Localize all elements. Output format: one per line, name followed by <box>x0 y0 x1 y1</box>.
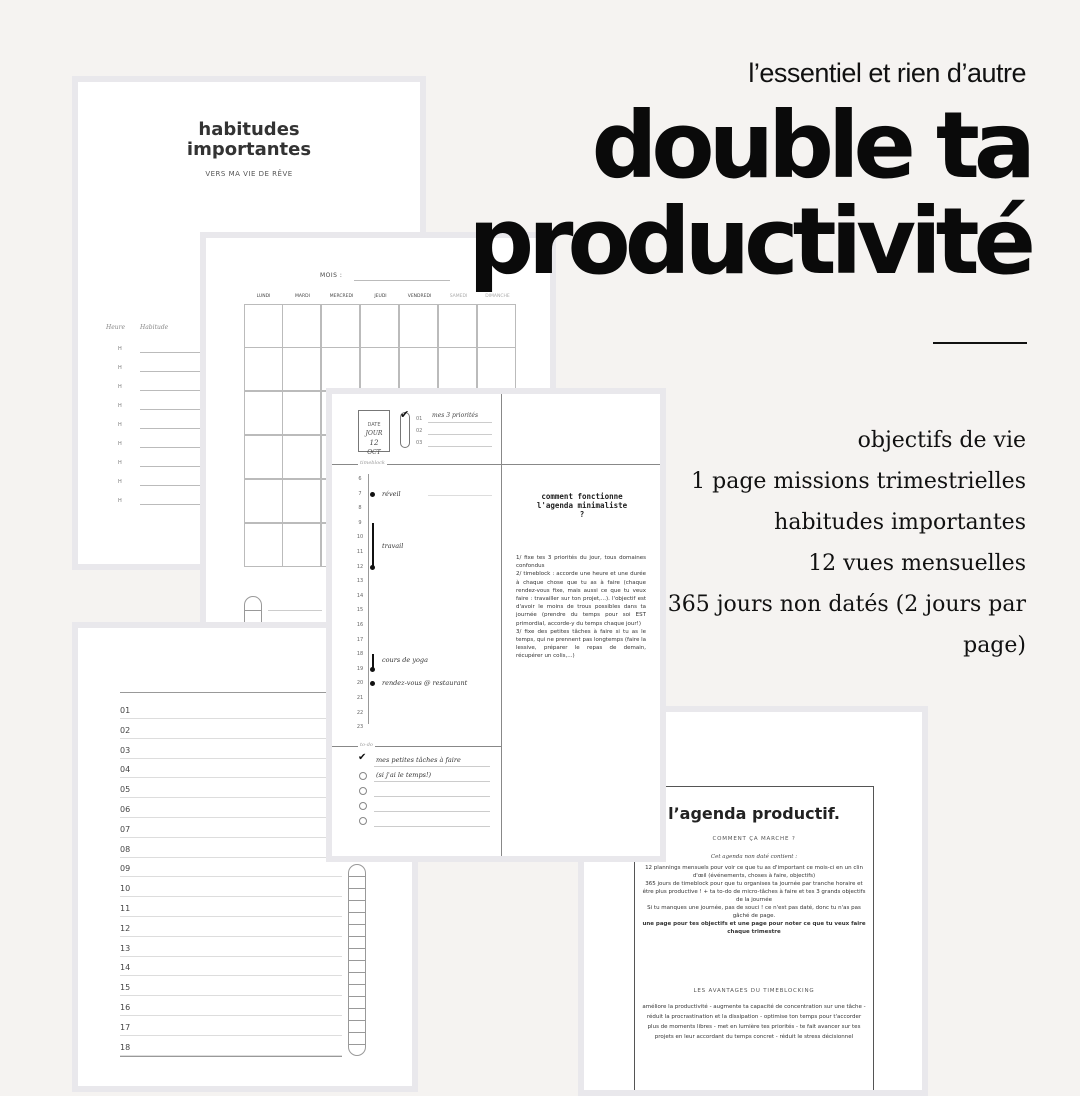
month-cell <box>321 347 360 391</box>
habits-col-heure: Heure <box>106 324 126 331</box>
habit-row-marker: H <box>118 346 122 352</box>
hour-label: 11 <box>356 549 364 555</box>
habit-row-marker: H <box>118 422 122 428</box>
month-cell <box>477 347 516 391</box>
month-cell <box>282 391 321 435</box>
month-cell <box>282 479 321 523</box>
month-cell <box>438 304 477 348</box>
list-row-line <box>120 797 342 798</box>
month-cell <box>282 304 321 348</box>
hour-label: 21 <box>356 695 364 701</box>
todo-item-text: mes petites tâches à faire <box>376 756 461 764</box>
hour-label: 12 <box>356 563 364 570</box>
todo-label: to-do <box>360 742 373 748</box>
list-row-number: 16 <box>120 1003 131 1012</box>
hour-label: 6 <box>358 476 362 482</box>
agenda-paras <box>642 864 866 936</box>
list-row-number: 04 <box>120 765 131 775</box>
agenda-benefits: améliore la productivité - augmente ta capacité de concentration sur une tâche - réduit la procrastination et la dissipation - optimise ton temps pour t'accorder plus de moments libres - met en lumière tes priorités - te fait avancer sur tes projets en leur accordant du temps concret - réduit le stress décisionnel <box>642 1004 866 1040</box>
list-row-line <box>120 916 342 917</box>
list-tracker-row <box>348 912 366 913</box>
list-tracker-row <box>348 900 366 901</box>
month-day-label: DIMANCHE <box>485 294 510 299</box>
agenda-title: l’agenda productif. <box>668 804 840 823</box>
how-title: comment fonctionne l'agenda minimaliste ? <box>536 492 628 519</box>
agenda-para-4: une page pour tes objectifs et une page pour noter ce que tu veux faire chaque trimestre <box>642 921 866 935</box>
month-cell <box>244 304 283 348</box>
list-tracker-row <box>348 936 366 937</box>
headline-line-2: productivité <box>468 188 1030 295</box>
todo-line <box>374 766 490 767</box>
habit-row-marker: H <box>118 384 122 390</box>
list-row-line <box>120 777 342 778</box>
list-tracker-row <box>348 876 366 877</box>
todo-line <box>374 796 490 797</box>
list-row-line <box>120 718 342 719</box>
feature-item: objectifs de vie <box>857 428 1026 453</box>
hour-label: 22 <box>356 709 364 716</box>
month-cell <box>244 347 283 391</box>
todo-line <box>374 811 490 812</box>
month-tracker-line <box>268 610 322 611</box>
list-row-line <box>120 975 342 976</box>
priority-number: 03 <box>416 440 423 446</box>
agenda-para-2: 365 jours de timeblock pour que tu organises ta journée par tranche horaire et être plus productive ! + ta to-do de micro-tâches à faire et tes 3 grands objectifs de la journée <box>642 881 866 903</box>
todo-circle <box>359 772 367 780</box>
month-cell <box>399 347 438 391</box>
feature-item: 1 page missions trimestrielles <box>691 469 1026 494</box>
event-label: travail <box>382 541 404 550</box>
list-tracker-row <box>348 948 366 949</box>
todo-circle <box>359 817 367 825</box>
month-tracker-row <box>244 610 262 611</box>
list-bottom-line <box>120 1056 342 1057</box>
agenda-para-3: Si tu manques une journée, pas de souci ! ce n'est pas daté, donc tu n'as pas gâché de page. <box>647 905 861 919</box>
list-row-line <box>120 936 342 937</box>
hour-label: 17 <box>356 636 364 643</box>
priority-line <box>428 422 492 423</box>
month-cell <box>244 435 283 479</box>
list-tracker-row <box>348 984 366 985</box>
date-box: DATE JOUR 12 OCT <box>358 410 390 452</box>
event-label: réveil <box>382 489 401 498</box>
month-day-label: MARDI <box>295 294 310 299</box>
month-label: MOIS : <box>320 272 343 279</box>
month-day-label: JEUDI <box>374 294 387 299</box>
habit-row-marker: H <box>118 403 122 409</box>
list-row-number: 02 <box>120 725 131 735</box>
list-tracker-row <box>348 924 366 925</box>
month-day-label: VENDREDI <box>407 294 432 299</box>
list-row-line <box>120 1015 342 1016</box>
hour-label: 13 <box>356 578 364 585</box>
month-day-label: LUNDI <box>256 294 271 299</box>
list-row-number: 13 <box>120 943 131 953</box>
agenda-how-heading: COMMENT ÇA MARCHE ? <box>712 836 796 842</box>
how-step-3: 3/ fixe des petites tâches à faire si tu as le temps, qui ne prennent pas longtemps (faire la lessive, préparer le repas de demain, récupérer un colis,...) <box>516 628 646 660</box>
habit-row-marker: H <box>118 498 122 504</box>
list-tracker-row <box>348 888 366 889</box>
how-step-1: 1/ fixe tes 3 priorités du jour, tous domaines confondus <box>516 555 646 570</box>
list-row-number: 06 <box>120 805 131 814</box>
month-cell <box>477 304 516 348</box>
feature-item: 365 jours non datés (2 jours par page) <box>667 592 1026 658</box>
divider-rule <box>933 342 1027 344</box>
list-tracker-row <box>348 1020 366 1021</box>
month-cell <box>438 347 477 391</box>
hour-label: 9 <box>358 519 362 526</box>
habit-row-marker: H <box>118 365 122 371</box>
priority-line <box>428 446 492 447</box>
month-cell <box>282 523 321 567</box>
month-cell <box>244 391 283 435</box>
todo-line <box>374 781 490 782</box>
list-row-line <box>120 857 342 858</box>
list-tracker-row <box>348 1044 366 1045</box>
hour-label: 16 <box>356 622 364 628</box>
feature-item: habitudes importantes <box>774 510 1026 535</box>
feature-list <box>646 420 1026 666</box>
list-row-line <box>120 956 342 957</box>
list-top-line <box>120 692 342 693</box>
hour-label: 18 <box>356 651 364 658</box>
agenda-frame <box>634 786 874 1096</box>
timeblock-axis <box>368 474 369 724</box>
list-row-line <box>120 738 342 739</box>
timeblock-label: timeblock <box>360 460 385 466</box>
habit-row-marker: H <box>118 460 122 466</box>
list-row-line <box>120 995 342 996</box>
list-tracker-row <box>348 1032 366 1033</box>
list-tracker-row <box>348 1008 366 1009</box>
day-page <box>326 388 666 862</box>
month-cell <box>360 304 399 348</box>
hour-label: 15 <box>356 607 364 614</box>
month-cell <box>244 523 283 567</box>
event-dot <box>370 565 375 570</box>
todo-circle <box>359 802 367 810</box>
todo-check-icon: ✔ <box>358 752 367 763</box>
priority-number: 02 <box>416 428 423 434</box>
list-row-line <box>120 837 342 838</box>
hour-label: 8 <box>358 505 362 512</box>
priorities-label: mes 3 priorités <box>432 412 479 419</box>
priority-check-icon: ✔ <box>400 408 410 421</box>
list-row-line <box>120 876 342 877</box>
list-row-line <box>120 817 342 818</box>
list-row-number: 03 <box>120 745 131 755</box>
list-row-number: 15 <box>120 983 131 993</box>
list-row-line <box>120 758 342 759</box>
habit-row-marker: H <box>118 441 122 447</box>
how-step-2: 2/ timeblock : accorde une heure et une durée à chaque chose que tu as à faire (chaque rendez-vous fixe, mais aussi ce que tu veux faire : travailler sur ton projet,...). l'objectif est d'avoir le moins de trous possibles dans ta journée (prendre du temps pour soi EST primordial, accorde-y du temps chaque jour!) <box>516 571 646 627</box>
list-row-number: 11 <box>120 904 131 913</box>
priority-number: 01 <box>416 416 423 422</box>
priority-line <box>428 434 492 435</box>
event-dot <box>370 492 375 497</box>
hour-label: 20 <box>356 680 364 687</box>
timeblock-top-line <box>428 495 492 496</box>
agenda-benefits-heading: LES AVANTAGES DU TIMEBLOCKING <box>693 988 815 994</box>
month-cell <box>399 304 438 348</box>
list-row-line <box>120 896 342 897</box>
list-tracker-row <box>348 960 366 961</box>
habits-subtitle: VERS MA VIE DE RÊVE <box>205 170 293 178</box>
hour-label: 19 <box>356 665 364 672</box>
todo-line <box>374 826 490 827</box>
hour-label: 10 <box>356 534 364 541</box>
tagline: l’essentiel et rien d’autre <box>748 58 1026 88</box>
month-cell <box>321 304 360 348</box>
hour-label: 23 <box>356 724 364 731</box>
month-day-label: MERCREDI <box>329 294 354 299</box>
agenda-intro: Cet agenda non daté contient : <box>710 854 798 860</box>
list-row-number: 08 <box>120 844 131 854</box>
month-day-label: SAMEDI <box>449 294 468 299</box>
list-row-number: 17 <box>120 1022 131 1032</box>
month-cell <box>244 479 283 523</box>
event-label: cours de yoga <box>382 655 428 664</box>
event-bar <box>372 523 374 567</box>
habits-title: habitudes importantes <box>186 119 312 160</box>
list-row-number: 14 <box>120 963 131 973</box>
list-tracker-row <box>348 972 366 973</box>
hour-label: 14 <box>356 592 364 599</box>
headline <box>468 92 1030 295</box>
list-row-number: 09 <box>120 864 131 874</box>
list-row-number: 10 <box>120 884 131 894</box>
list-row-line <box>120 1035 342 1036</box>
habit-row-marker: H <box>118 479 122 485</box>
todo-item-text: (si j'ai le temps!) <box>376 771 432 779</box>
list-row-number: 05 <box>120 785 131 795</box>
event-label: rendez-vous @ restaurant <box>382 678 468 687</box>
list-row-number: 12 <box>120 923 131 933</box>
how-text <box>516 554 646 661</box>
list-row-number: 18 <box>120 1042 131 1052</box>
feature-item: 12 vues mensuelles <box>808 551 1026 576</box>
headline-line-1: double ta <box>591 92 1030 199</box>
list-row-number: 07 <box>120 824 131 834</box>
month-cell <box>282 347 321 391</box>
month-label-line <box>354 280 450 281</box>
agenda-para-1: 12 plannings mensuels pour voir ce que tu as d'important ce mois-ci en un clin d'œil (événements, choses à faire, objectifs) <box>645 865 863 879</box>
month-cell <box>282 435 321 479</box>
hour-label: 7 <box>358 490 362 497</box>
todo-circle <box>359 787 367 795</box>
month-cell <box>360 347 399 391</box>
habits-col-habitude: Habitude <box>140 324 169 331</box>
event-dot <box>370 667 375 672</box>
list-row-number: 01 <box>120 706 131 715</box>
list-tracker-row <box>348 996 366 997</box>
